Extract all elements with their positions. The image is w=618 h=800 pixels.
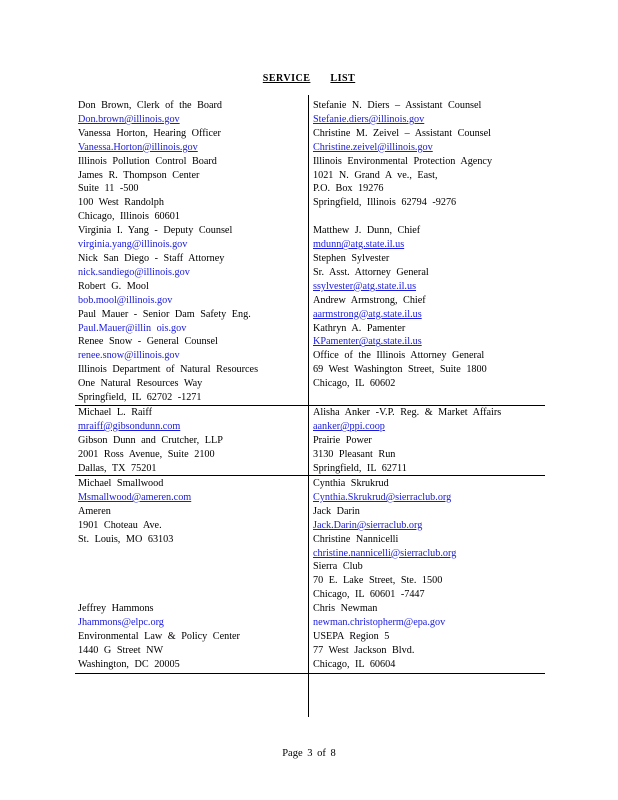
contact-line: Nick San Diego - Staff Attorney: [78, 252, 225, 264]
contact-line: 100 West Randolph: [78, 197, 164, 209]
email-link[interactable]: Jack.Darin@sierraclub.org: [313, 519, 423, 531]
contact-line: Stephen Sylvester: [313, 252, 390, 264]
contact-block: [78, 99, 304, 405]
contact-block: [313, 99, 545, 391]
contact-line: Springfield, IL 62711: [313, 462, 407, 474]
contact-line: Illinois Environmental Protection Agency: [313, 155, 493, 167]
contact-line: James R. Thompson Center: [78, 169, 200, 181]
blank-line: [78, 547, 304, 561]
page-title: [0, 73, 618, 84]
contact-line: One Natural Resources Way: [78, 378, 203, 390]
contact-line: Alisha Anker -V.P. Reg. & Market Affairs: [313, 407, 502, 418]
email-link[interactable]: Christine.zeivel@illinois.gov: [313, 141, 433, 153]
contact-line: Kathryn A. Pamenter: [313, 322, 406, 334]
contact-block: [78, 406, 304, 476]
blank-line: [78, 574, 304, 588]
column-divider: [308, 95, 309, 717]
contact-line: Sr. Asst. Attorney General: [313, 266, 429, 278]
email-link[interactable]: aanker@ppi.coop: [313, 420, 385, 432]
contact-line: Paul Mauer - Senior Dam Safety Eng.: [78, 308, 251, 320]
email-link[interactable]: bob.mool@illinois.gov: [78, 294, 173, 306]
contact-line: Springfield, Illinois 62794 -9276: [313, 197, 457, 209]
email-link[interactable]: ssylvester@atg.state.il.us: [313, 280, 417, 292]
contact-line: Chicago, IL 60602: [313, 378, 396, 390]
contact-line: Matthew J. Dunn, Chief: [313, 225, 421, 237]
blank-line: [78, 560, 304, 574]
contact-line: Don Brown, Clerk of the Board: [78, 100, 223, 111]
contact-block: [313, 477, 545, 672]
contact-line: Chicago, IL 60604: [313, 658, 396, 670]
email-link[interactable]: virginia.yang@illinois.gov: [78, 239, 188, 251]
contact-line: Environmental Law & Policy Center: [78, 630, 240, 642]
contact-line: Sierra Club: [313, 561, 363, 573]
contact-line: 77 West Jackson Blvd.: [313, 644, 415, 656]
email-link[interactable]: Stefanie.diers@illinois.gov: [313, 113, 425, 125]
email-link[interactable]: renee.snow@illinois.gov: [78, 350, 180, 362]
contact-line: USEPA Region 5: [313, 630, 390, 642]
contact-line: Suite 11 -500: [78, 183, 139, 195]
email-link[interactable]: mdunn@atg.state.il.us: [313, 239, 405, 251]
contact-block: [78, 477, 304, 672]
contact-line: 1021 N. Grand A ve., East,: [313, 169, 438, 181]
contact-line: Illinois Pollution Control Board: [78, 155, 217, 167]
contact-line: Vanessa Horton, Hearing Officer: [78, 127, 221, 139]
contact-line: Chris Newman: [313, 603, 378, 615]
contact-line: Andrew Armstrong, Chief: [313, 294, 426, 306]
contact-line: 1440 G Street NW: [78, 644, 164, 656]
email-link[interactable]: Jhammons@elpc.org: [78, 617, 164, 629]
contact-line: Virginia I. Yang - Deputy Counsel: [78, 225, 233, 237]
email-link[interactable]: nick.sandiego@illinois.gov: [78, 266, 190, 278]
contact-line: 1901 Choteau Ave.: [78, 519, 162, 531]
contact-line: Michael L. Raiff: [78, 407, 152, 418]
contact-line: P.O. Box 19276: [313, 183, 384, 195]
contact-line: 3130 Pleasant Run: [313, 448, 396, 460]
contact-line: Christine Nannicelli: [313, 533, 399, 545]
contact-line: Jack Darin: [313, 505, 360, 517]
blank-line: [313, 210, 545, 224]
contact-line: Jeffrey Hammons: [78, 603, 154, 615]
contact-line: Office of the Illinois Attorney General: [313, 350, 485, 362]
email-link[interactable]: Paul.Mauer@illin ois.gov: [78, 322, 187, 334]
contact-line: 70 E. Lake Street, Ste. 1500: [313, 575, 443, 587]
contact-line: Cynthia Skrukrud: [313, 478, 389, 489]
email-link[interactable]: aarmstrong@atg.state.il.us: [313, 308, 422, 320]
contact-line: Washington, DC 20005: [78, 658, 180, 670]
contact-block: [313, 406, 545, 476]
page-number: Page 3 of 8: [282, 748, 336, 759]
contact-line: Stefanie N. Diers – Assistant Counsel: [313, 100, 482, 111]
email-link[interactable]: KPamenter@atg.state.il.us: [313, 336, 422, 348]
contact-line: Michael Smallwood: [78, 478, 164, 489]
contact-line: Prairie Power: [313, 434, 372, 446]
email-link[interactable]: newman.christopherm@epa.gov: [313, 617, 446, 629]
contact-line: St. Louis, MO 63103: [78, 533, 174, 545]
title-service: SERVICE: [262, 73, 311, 84]
contact-line: Gibson Dunn and Crutcher, LLP: [78, 434, 223, 446]
email-link[interactable]: Msmallwood@ameren.com: [78, 491, 192, 503]
contact-line: Chicago, IL 60601 -7447: [313, 589, 425, 601]
contact-line: Ameren: [78, 505, 111, 517]
contact-line: Robert G. Mool: [78, 280, 149, 292]
contact-line: Illinois Department of Natural Resources: [78, 364, 259, 376]
blank-line: [78, 588, 304, 602]
email-link[interactable]: Don.brown@illinois.gov: [78, 113, 180, 125]
contact-line: Springfield, IL 62702 -1271: [78, 392, 202, 404]
row-divider-3: [75, 673, 545, 674]
contact-line: 2001 Ross Avenue, Suite 2100: [78, 448, 215, 460]
email-link[interactable]: mraiff@gibsondunn.com: [78, 420, 181, 432]
email-link[interactable]: Cynthia.Skrukrud@sierraclub.org: [313, 491, 452, 503]
title-list: LIST: [330, 73, 356, 84]
contact-line: Renee Snow - General Counsel: [78, 336, 218, 348]
contact-line: Chicago, Illinois 60601: [78, 211, 180, 223]
email-link[interactable]: Vanessa.Horton@illinois.gov: [78, 141, 198, 153]
contact-line: Dallas, TX 75201: [78, 462, 157, 474]
contact-line: 69 West Washington Street, Suite 1800: [313, 364, 487, 376]
email-link[interactable]: christine.nannicelli@sierraclub.org: [313, 547, 457, 559]
contact-line: Christine M. Zeivel – Assistant Counsel: [313, 127, 491, 139]
